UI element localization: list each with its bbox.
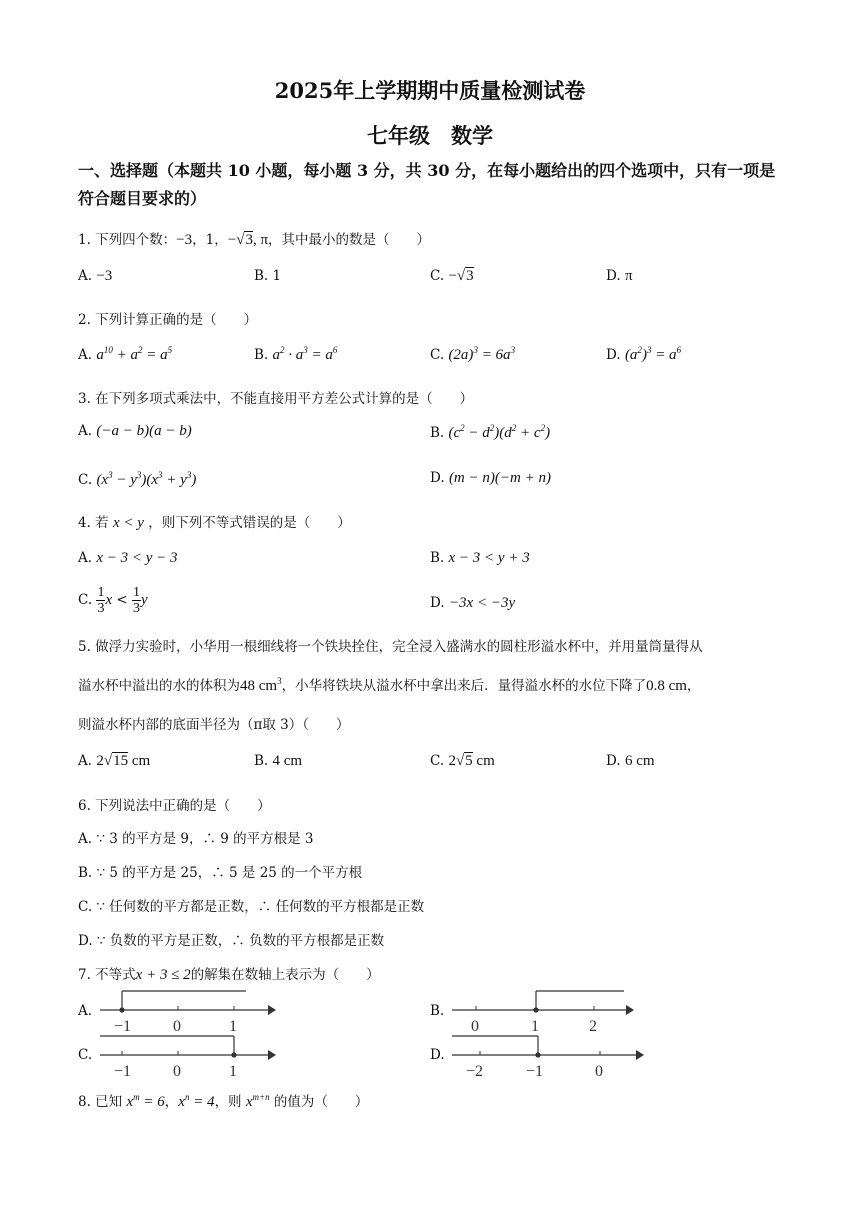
number-line-c-tick-2: 1 [229, 1063, 237, 1080]
question-5-option-b[interactable]: B. 4 cm [254, 753, 303, 769]
question-2-option-b[interactable]: B. $a^2 \cdot a^3 = a^6$ [254, 345, 338, 363]
question-7-option-b-label[interactable]: B. [430, 1003, 445, 1019]
question-2-option-a[interactable]: A. $a^{10} + a^2 = a^5$ [78, 345, 173, 363]
question-7-option-c-label[interactable]: C. [78, 1047, 93, 1063]
number-line-b-tick-0: 0 [471, 1018, 479, 1035]
number-line-d-tick-2: 0 [595, 1063, 603, 1080]
number-line-c-tick-1: 0 [173, 1063, 181, 1080]
question-4-option-a[interactable]: A. x − 3 < y − 3 [78, 550, 178, 566]
question-2-option-c[interactable]: C. $(2a)^3 = 6a^3$ [430, 345, 516, 363]
question-1-option-b[interactable]: B. 1 [254, 268, 282, 284]
question-6-option-d[interactable]: D. ∵ 负数的平方是正数，∴ 负数的平方根都是正数 [78, 933, 385, 949]
number-line-b-tick-1: 1 [531, 1018, 539, 1035]
question-3-option-a[interactable]: A. (−a − b)(a − b) [78, 423, 192, 439]
question-1-stem: 1. 下列四个数：−3，1，−√3, π，其中最小的数是（ ） [78, 232, 431, 248]
question-2-option-d[interactable]: D. $(a^2)^3 = a^6$ [606, 345, 682, 363]
question-4-option-b[interactable]: B. x − 3 < y + 3 [430, 550, 530, 566]
question-1-option-a[interactable]: A. −3 [78, 268, 113, 284]
question-6-option-c[interactable]: C. ∵ 任何数的平方都是正数，∴ 任何数的平方根都是正数 [78, 899, 425, 915]
number-line-a-tick-0: −1 [114, 1018, 132, 1035]
number-line-d[interactable] [448, 1030, 658, 1080]
number-line-a-tick-2: 1 [229, 1018, 237, 1035]
question-5-line-1: 5. 做浮力实验时，小华用一根细线将一个铁块拴住，完全浸入盛满水的圆柱形溢水杯中，并用量筒量得从 [78, 639, 703, 655]
section-heading: 一、选择题（本题共 10 小题，每小题 3 分，共 30 分，在每小题给出的四个选项中，只有一项是符合题目要求的） [78, 161, 776, 208]
question-1-option-d[interactable]: D. π [606, 268, 633, 284]
number-line-c[interactable] [96, 1030, 286, 1080]
question-4-option-d[interactable]: D. −3x < −3y [430, 595, 516, 611]
question-7-stem: 7. 不等式x + 3 ≤ 2的解集在数轴上表示为（ ） [78, 967, 380, 983]
number-line-d-tick-0: −2 [466, 1063, 484, 1080]
question-6-stem: 6. 下列说法中正确的是（ ） [78, 798, 271, 814]
question-3-stem: 3. 在下列多项式乘法中，不能直接用平方差公式计算的是（ ） [78, 391, 474, 407]
question-1-option-c[interactable]: C. −√3 [430, 268, 474, 284]
exam-subtitle: 七年级 数学 [367, 123, 493, 148]
question-3-option-b[interactable]: B. $(c^2 - d^2)(d^2 + c^2)$ [430, 423, 551, 441]
question-6-option-b[interactable]: B. ∵ 5 的平方是 25，∴ 5 是 25 的一个平方根 [78, 865, 363, 881]
question-2-stem: 2. 下列计算正确的是（ ） [78, 312, 258, 328]
question-5-option-d[interactable]: D. 6 cm [606, 753, 655, 769]
exam-title: 2025年上学期期中质量检测试卷 [274, 78, 586, 103]
question-5-option-c[interactable]: C. 2√5 cm [430, 753, 495, 769]
question-5-line-2: 溢水杯中溢出的水的体积为48 $cm^3$，小华将铁块从溢水杯中拿出来后．量得溢水杯的水位下降了0.8 cm， [78, 676, 701, 694]
number-line-a[interactable] [96, 985, 286, 1035]
question-3-option-d[interactable]: D. (m − n)(−m + n) [430, 470, 551, 486]
question-3-option-c[interactable]: C. $(x^3 - y^3)(x^3 + y^3)$ [78, 470, 197, 488]
question-4-option-c[interactable]: C. $\frac{1}{3}$ x < $\frac{1}{3}$ y [78, 585, 148, 616]
question-4-stem: 4. 若 x < y ，则下列不等式错误的是（ ） [78, 515, 351, 531]
number-line-b-tick-2: 2 [589, 1018, 597, 1035]
number-line-c-tick-0: −1 [114, 1063, 132, 1080]
number-line-d-tick-1: −1 [526, 1063, 544, 1080]
question-7-option-a-label[interactable]: A. [78, 1003, 93, 1019]
question-8-stem: 8. 已知 $x^m = 6$，$x^n = 4$，则 $x^{m+n}$ 的值为（ ） [78, 1092, 369, 1110]
number-line-a-tick-1: 0 [173, 1018, 181, 1035]
number-line-b[interactable] [448, 985, 648, 1035]
question-5-line-3: 则溢水杯内部的底面半径为（π取 3）（ ） [78, 717, 350, 733]
question-7-option-d-label[interactable]: D. [430, 1047, 445, 1063]
question-6-option-a[interactable]: A. ∵ 3 的平方是 9，∴ 9 的平方根是 3 [78, 831, 314, 847]
question-5-option-a[interactable]: A. 2√15 cm [78, 753, 151, 769]
